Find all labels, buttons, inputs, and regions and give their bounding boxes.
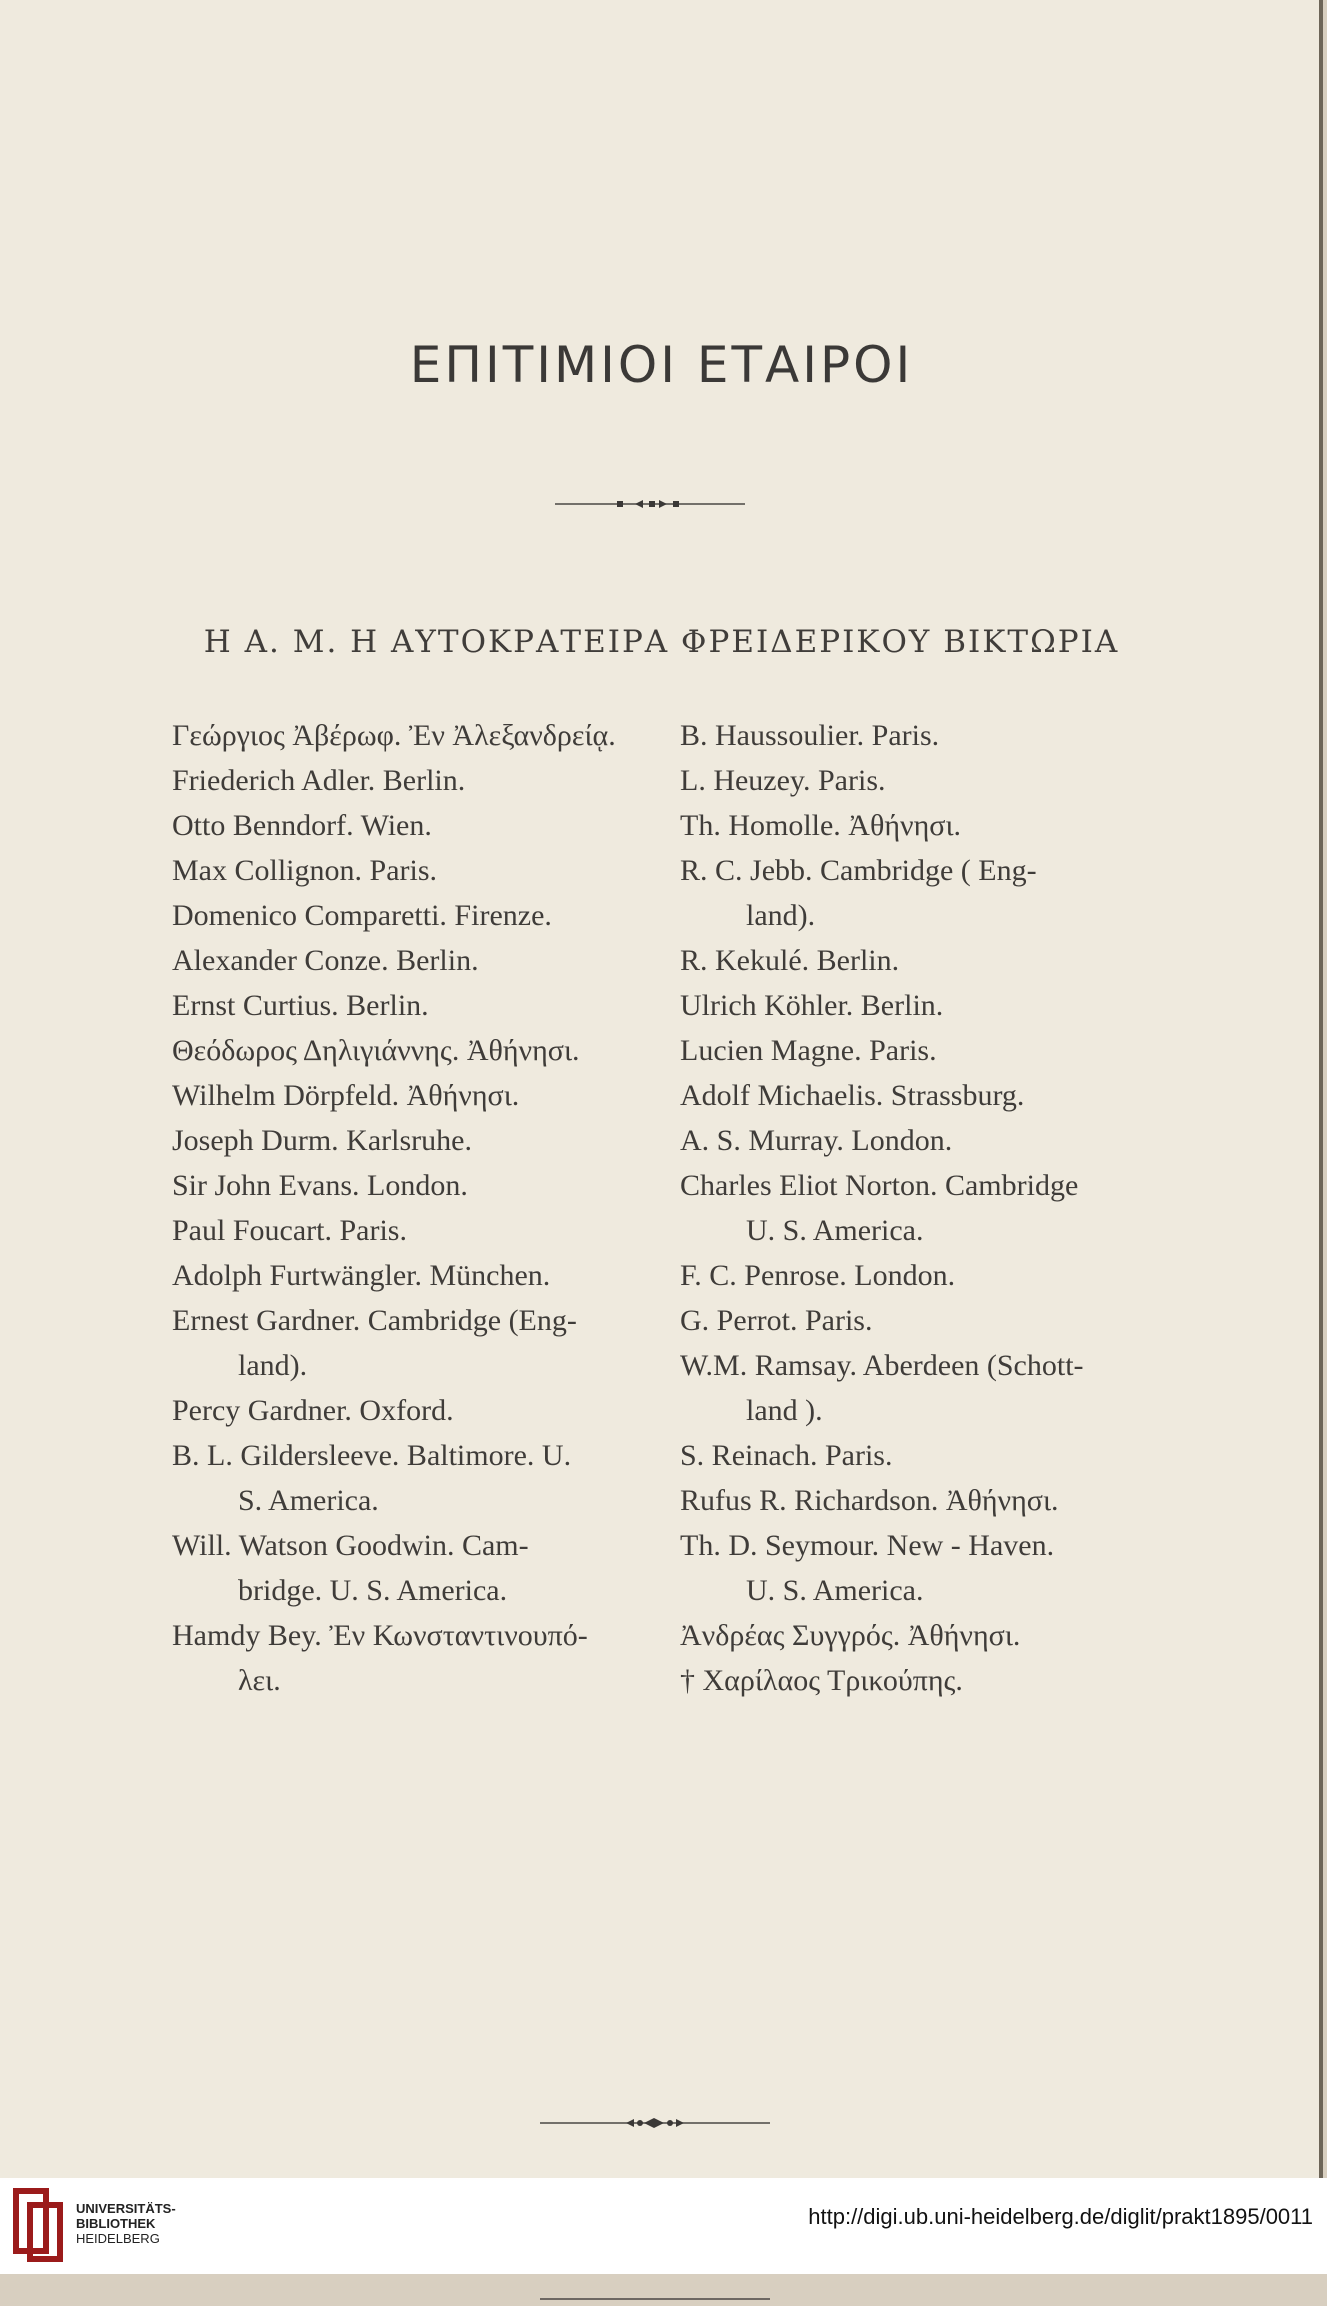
library-name-line2: BIBLIOTHEK (76, 2216, 156, 2231)
member-entry-continuation: λει. (238, 1664, 281, 1697)
member-entry: Ernst Curtius. Berlin. (172, 989, 429, 1022)
member-entry: S. Reinach. Paris. (680, 1439, 893, 1472)
member-entry: Wilhelm Dörpfeld. Ἀθήνησι. (172, 1079, 520, 1112)
member-entry: Th. D. Seymour. New - Haven. (680, 1529, 1055, 1562)
member-entry: Rufus R. Richardson. Ἀθήνησι. (680, 1484, 1059, 1517)
member-entry: Sir John Evans. London. (172, 1169, 468, 1202)
member-entry: Ἀνδρέας Συγγρός. Ἀθήνησι. (680, 1619, 1021, 1652)
member-entry: L. Heuzey. Paris. (680, 764, 886, 797)
member-entry-continuation: land). (238, 1349, 308, 1382)
member-entry: Lucien Magne. Paris. (680, 1034, 937, 1067)
member-entry: G. Perrot. Paris. (680, 1304, 873, 1337)
member-entry: B. L. Gildersleeve. Baltimore. U. (172, 1439, 572, 1472)
member-entry-continuation: U. S. America. (746, 1214, 924, 1247)
member-entry: Domenico Comparetti. Firenze. (172, 899, 552, 932)
member-entry: B. Haussoulier. Paris. (680, 719, 940, 752)
member-entry: Ernest Gardner. Cambridge (Eng- (172, 1304, 577, 1337)
member-entry: Ulrich Köhler. Berlin. (680, 989, 944, 1022)
ornament-divider-top (555, 497, 745, 511)
members-right-column (680, 713, 1240, 1703)
member-entry: F. C. Penrose. London. (680, 1259, 956, 1292)
member-entry-continuation: U. S. America. (746, 1574, 924, 1607)
member-entry: Will. Watson Goodwin. Cam- (172, 1529, 529, 1562)
page-title: ΕΠΙΤΙΜΙΟΙ ΕΤΑΙΡΟΙ (409, 336, 914, 394)
member-entry: R. C. Jebb. Cambridge ( Eng- (680, 854, 1037, 887)
library-name-line1: UNIVERSITÄTS- (76, 2201, 176, 2216)
member-entry: Percy Gardner. Oxford. (172, 1394, 454, 1427)
member-entry: Hamdy Bey. Ἐν Κωνσταντινουπό- (172, 1619, 588, 1652)
member-entry: Charles Eliot Norton. Cambridge (680, 1169, 1079, 1202)
member-entry: R. Kekulé. Berlin. (680, 944, 900, 977)
members-left-column (172, 713, 672, 1703)
member-entry: Alexander Conze. Berlin. (172, 944, 479, 977)
member-entry-continuation: S. America. (238, 1484, 379, 1517)
member-entry: Paul Foucart. Paris. (172, 1214, 407, 1247)
dedication-heading: Η Α. Μ. Η ΑΥΤΟΚΡΑΤΕΙΡΑ ΦΡΕΙΔΕΡΙΚΟΥ ΒΙΚΤΩΡΙΑ (203, 624, 1120, 660)
member-entry: Joseph Durm. Karlsruhe. (172, 1124, 472, 1157)
member-entry: Adolf Michaelis. Strassburg. (680, 1079, 1025, 1112)
member-entry: Adolph Furtwängler. München. (172, 1259, 551, 1292)
ornament-divider-bottom (540, 2116, 770, 2130)
source-url-link[interactable]: http://digi.ub.uni-heidelberg.de/diglit/prakt1895/0011 (808, 2204, 1313, 2229)
member-entry-deceased: † Χαρίλαος Τρικούπης. (680, 1664, 963, 1697)
member-entry: Θεόδωρος Δηλιγιάννης. Ἀθήνησι. (172, 1034, 580, 1067)
ornament-divider-bottom (540, 2292, 770, 2306)
member-entry: Th. Homolle. Ἀθήνησι. (680, 809, 962, 842)
library-logo-icon (12, 2187, 68, 2263)
library-name (76, 2201, 176, 2246)
member-entry-continuation: land). (746, 899, 816, 932)
member-entry: Γεώργιος Ἀβέρωφ. Ἐν Ἀλεξανδρείᾳ. (172, 719, 616, 752)
member-entry-continuation: bridge. U. S. America. (238, 1574, 508, 1607)
member-entry: Otto Benndorf. Wien. (172, 809, 432, 842)
member-entry: Max Collignon. Paris. (172, 854, 438, 887)
member-entry: Friederich Adler. Berlin. (172, 764, 466, 797)
member-entry: A. S. Murray. London. (680, 1124, 953, 1157)
member-entry: W.M. Ramsay. Aberdeen (Schott- (680, 1349, 1084, 1382)
library-name-line3: HEIDELBERG (76, 2231, 160, 2246)
member-entry-continuation: land ). (746, 1394, 823, 1427)
